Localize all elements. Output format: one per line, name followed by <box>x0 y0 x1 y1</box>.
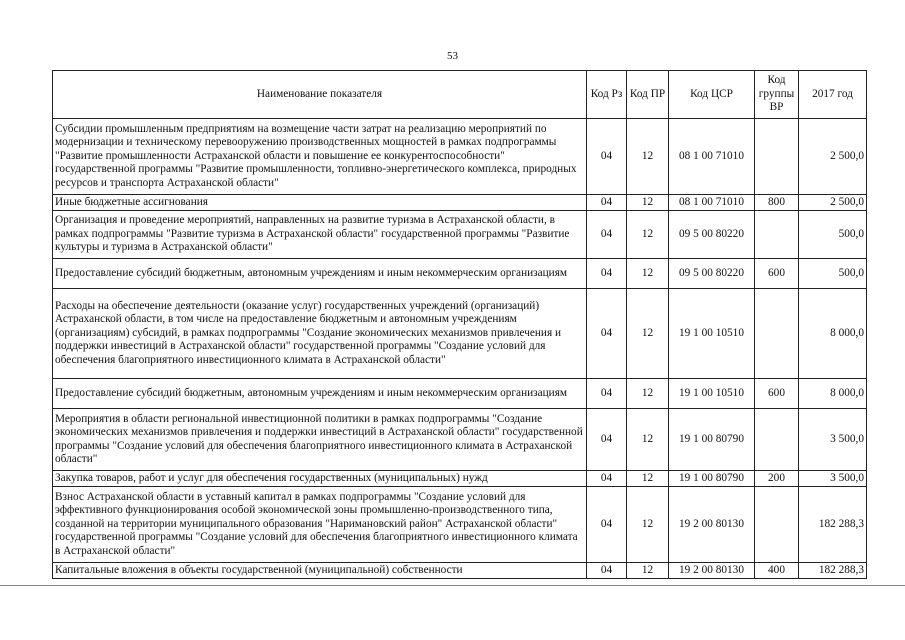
row-csr: 19 1 00 10510 <box>669 379 755 409</box>
row-pr: 12 <box>627 379 669 409</box>
table-row <box>53 195 867 211</box>
table-row <box>53 289 867 379</box>
row-csr: 08 1 00 71010 <box>669 195 755 211</box>
budget-table <box>52 70 867 579</box>
row-amount: 8 000,0 <box>799 289 867 379</box>
row-csr: 19 1 00 80790 <box>669 409 755 471</box>
row-csr: 09 5 00 80220 <box>669 259 755 289</box>
row-pr: 12 <box>627 471 669 487</box>
row-vr: 400 <box>755 563 799 579</box>
row-pr: 12 <box>627 487 669 563</box>
row-name: Предоставление субсидий бюджетным, автономным учреждениям и иным некоммерческим организациям <box>53 259 587 289</box>
row-rz: 04 <box>587 211 627 259</box>
row-vr <box>755 119 799 195</box>
row-vr <box>755 409 799 471</box>
row-name: Иные бюджетные ассигнования <box>53 195 587 211</box>
row-amount: 8 000,0 <box>799 379 867 409</box>
header-rz: Код Рз <box>587 71 627 119</box>
header-year: 2017 год <box>799 71 867 119</box>
row-vr <box>755 487 799 563</box>
row-rz: 04 <box>587 119 627 195</box>
row-amount: 500,0 <box>799 259 867 289</box>
row-csr: 09 5 00 80220 <box>669 211 755 259</box>
row-vr: 800 <box>755 195 799 211</box>
row-csr: 19 1 00 80790 <box>669 471 755 487</box>
row-amount: 500,0 <box>799 211 867 259</box>
row-csr: 19 2 00 80130 <box>669 487 755 563</box>
header-name: Наименование показателя <box>53 71 587 119</box>
row-rz: 04 <box>587 487 627 563</box>
row-csr: 19 2 00 80130 <box>669 563 755 579</box>
row-rz: 04 <box>587 289 627 379</box>
row-vr: 200 <box>755 471 799 487</box>
header-row <box>53 71 867 119</box>
header-csr: Код ЦСР <box>669 71 755 119</box>
row-vr: 600 <box>755 379 799 409</box>
row-rz: 04 <box>587 409 627 471</box>
row-rz: 04 <box>587 195 627 211</box>
row-name: Мероприятия в области региональной инвестиционной политики в рамках подпрограммы "Создание экономических механизмов привлечения и поддержки инвестиций в Астраханской области" государственной программы "Создание условий для обеспечения благоприятного инвестиционного климата в Астраханской области" <box>53 409 587 471</box>
table-row <box>53 259 867 289</box>
table-row <box>53 487 867 563</box>
row-amount: 2 500,0 <box>799 195 867 211</box>
row-rz: 04 <box>587 259 627 289</box>
row-amount: 182 288,3 <box>799 563 867 579</box>
row-name: Закупка товаров, работ и услуг для обеспечения государственных (муниципальных) нужд <box>53 471 587 487</box>
row-name: Организация и проведение мероприятий, направленных на развитие туризма в Астраханской области, в рамках подпрограммы "Развитие туризма в Астраханской области" государственной программы "Развитие культуры и туризма в Астраханской области" <box>53 211 587 259</box>
row-rz: 04 <box>587 471 627 487</box>
table-row <box>53 211 867 259</box>
row-csr: 08 1 00 71010 <box>669 119 755 195</box>
row-vr: 600 <box>755 259 799 289</box>
header-vr: Код группы ВР <box>755 71 799 119</box>
row-name: Расходы на обеспечение деятельности (оказание услуг) государственных учреждений (организаций) Астраханской области, в том числе на предоставление бюджетным и автономным учреждениям (организациям) субсидий, в рамках подпрограммы "Создание экономических механизмов привлечения и поддержки инвестиций в Астраханской области" государственной программы "Создание условий для обеспечения благоприятного инвестиционного климата в Астраханской области" <box>53 289 587 379</box>
row-name: Капитальные вложения в объекты государственной (муниципальной) собственности <box>53 563 587 579</box>
page-number: 53 <box>447 50 458 62</box>
row-pr: 12 <box>627 563 669 579</box>
table-row <box>53 471 867 487</box>
row-pr: 12 <box>627 195 669 211</box>
row-amount: 2 500,0 <box>799 119 867 195</box>
row-pr: 12 <box>627 119 669 195</box>
row-name: Предоставление субсидий бюджетным, автономным учреждениям и иным некоммерческим организациям <box>53 379 587 409</box>
row-amount: 3 500,0 <box>799 409 867 471</box>
table-row <box>53 409 867 471</box>
row-pr: 12 <box>627 289 669 379</box>
page-bottom-divider <box>0 585 905 586</box>
row-name: Субсидии промышленным предприятиям на возмещение части затрат на реализацию мероприятий по модернизации и техническому перевооружению производственных мощностей в рамках подпрограммы "Развитие промышленности Астраханской области и повышение ее конкурентоспособности" государственной программы "Развитие промышленности, топливно-энергетического комплекса, природных ресурсов и транспорта Астраханской области" <box>53 119 587 195</box>
row-amount: 3 500,0 <box>799 471 867 487</box>
header-pr: Код ПР <box>627 71 669 119</box>
row-csr: 19 1 00 10510 <box>669 289 755 379</box>
row-vr <box>755 211 799 259</box>
table-row <box>53 563 867 579</box>
row-pr: 12 <box>627 211 669 259</box>
row-vr <box>755 289 799 379</box>
table-row <box>53 119 867 195</box>
row-rz: 04 <box>587 379 627 409</box>
row-name: Взнос Астраханской области в уставный капитал в рамках подпрограммы "Создание условий для эффективного функционирования особой экономической зоны промышленно-производственного типа, созданной на территории муниципального образования "Наримановский район" Астраханской области" государственной программы "Создание условий для обеспечения благоприятного инвестиционного климата в Астраханской области" <box>53 487 587 563</box>
table-row <box>53 379 867 409</box>
row-amount: 182 288,3 <box>799 487 867 563</box>
row-pr: 12 <box>627 409 669 471</box>
row-pr: 12 <box>627 259 669 289</box>
row-rz: 04 <box>587 563 627 579</box>
